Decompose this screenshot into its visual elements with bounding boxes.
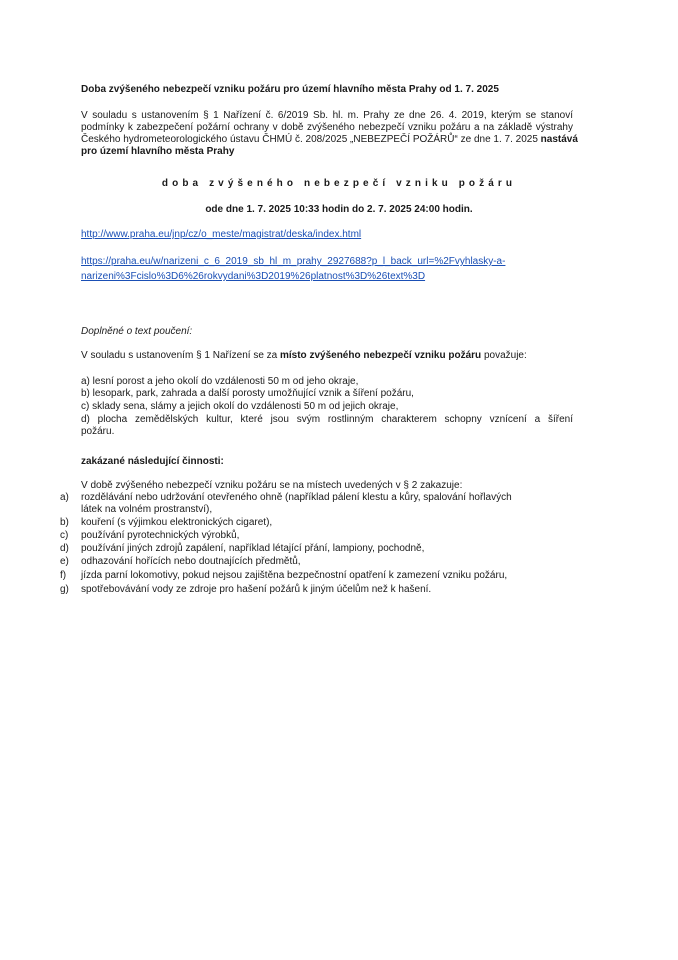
document-title: Doba zvýšeného nebezpečí vzniku požáru pro území hlavního města Prahy od 1. 7. 2025: [81, 84, 499, 95]
prohibited-letter: f): [60, 570, 67, 581]
period-rest: 10:33 hodin do 2. 7. 2025 24:00 hodin.: [293, 204, 473, 215]
prohibited-item: používání jiných zdrojů zapálení, například létající přání, lampiony, pochodně,: [81, 543, 425, 554]
addendum-heading: Doplněné o text poučení:: [81, 326, 193, 337]
regulation-link-line-1[interactable]: https://praha.eu/w/narizeni_c_6_2019_sb_hl_m_prahy_2927688?p_l_back_url=%2Fvyhlasky-a-: [81, 256, 506, 267]
period-line: [0, 204, 678, 216]
prohibited-item: spotřebovávání vody ze zdroje pro hašení požárů k jiným účelům než k hašení.: [81, 584, 432, 595]
prohibited-item: rozdělávání nebo udržování otevřeného ohně (například pálení klestu a kůry, spalování hořlavých: [81, 492, 512, 503]
prohibited-letter: a): [60, 492, 69, 503]
prohibited-item-continuation: látek na volném prostranství),: [81, 504, 213, 515]
period-prefix: ode dne 1. 7. 2025: [205, 204, 294, 215]
prohibited-item: kouření (s výjimkou elektronických cigaret),: [81, 517, 273, 528]
regulation-link-line-2[interactable]: narizeni%3Fcislo%3D6%26rokvydani%3D2019%26platnost%3D%26text%3D: [81, 271, 426, 282]
prohibited-letter: e): [60, 556, 69, 567]
places-intro-b: místo zvýšeného nebezpečí vzniku požáru: [280, 350, 482, 361]
prohibited-item: jízda parní lokomotivy, pokud nejsou zajištěna bezpečnostní opatření k zamezení vzniku požáru,: [81, 570, 508, 581]
places-intro-a: V souladu s ustanovením § 1 Nařízení se za: [81, 350, 280, 361]
period-heading: doba zvýšeného nebezpečí vzniku požáru: [161, 178, 517, 189]
prohibited-heading: zakázané následující činnosti:: [81, 456, 224, 467]
place-item: a) lesní porost a jeho okolí do vzdálenosti 50 m od jeho okraje,: [81, 376, 359, 387]
intro-line-3-text: Českého hydrometeorologického ústavu ČHMÚ č. 208/2025 „NEBEZPEČÍ POŽÁRŮ“ ze: [81, 134, 474, 145]
intro-line-4: pro území hlavního města Prahy: [81, 146, 235, 157]
intro-date: dne 1. 7. 2025: [473, 134, 538, 145]
prohibited-item: používání pyrotechnických výrobků,: [81, 530, 240, 541]
place-item: b) lesopark, park, zahrada a další porosty umožňující vznik a šíření požáru,: [81, 388, 414, 399]
place-item: c) sklady sena, slámy a jejich okolí do vzdálenosti 50 m od jejich okraje,: [81, 401, 399, 412]
place-item: d) plocha zemědělských kultur, které jsou svým rostlinným charakterem schopny vznícení a šíření: [81, 414, 573, 425]
intro-line-3: [81, 134, 578, 146]
prohibited-item: odhazování hořících nebo doutnajících předmětů,: [81, 556, 301, 567]
prohibited-letter: d): [60, 543, 69, 554]
intro-line-1: V souladu s ustanovením § 1 Nařízení č. 6/2019 Sb. hl. m. Prahy ze dne 26. 4. 2019, kterým se stanoví: [81, 110, 573, 121]
prohibited-letter: b): [60, 517, 69, 528]
prohibited-letter: g): [60, 584, 69, 595]
board-link[interactable]: http://www.praha.eu/jnp/cz/o_meste/magistrat/deska/index.html: [81, 229, 362, 240]
prohibited-letter: c): [60, 530, 69, 541]
places-intro-c: považuje:: [481, 350, 527, 361]
place-item-continuation: požáru.: [81, 426, 115, 437]
places-intro: [81, 350, 527, 362]
intro-nastava: nastává: [537, 134, 578, 145]
prohibited-intro: V době zvýšeného nebezpečí vzniku požáru se na místech uvedených v § 2 zakazuje:: [81, 480, 463, 491]
intro-line-2: podmínky k zabezpečení požární ochrany v době zvýšeného nebezpečí vzniku požáru a na základě výstrahy: [81, 122, 573, 133]
